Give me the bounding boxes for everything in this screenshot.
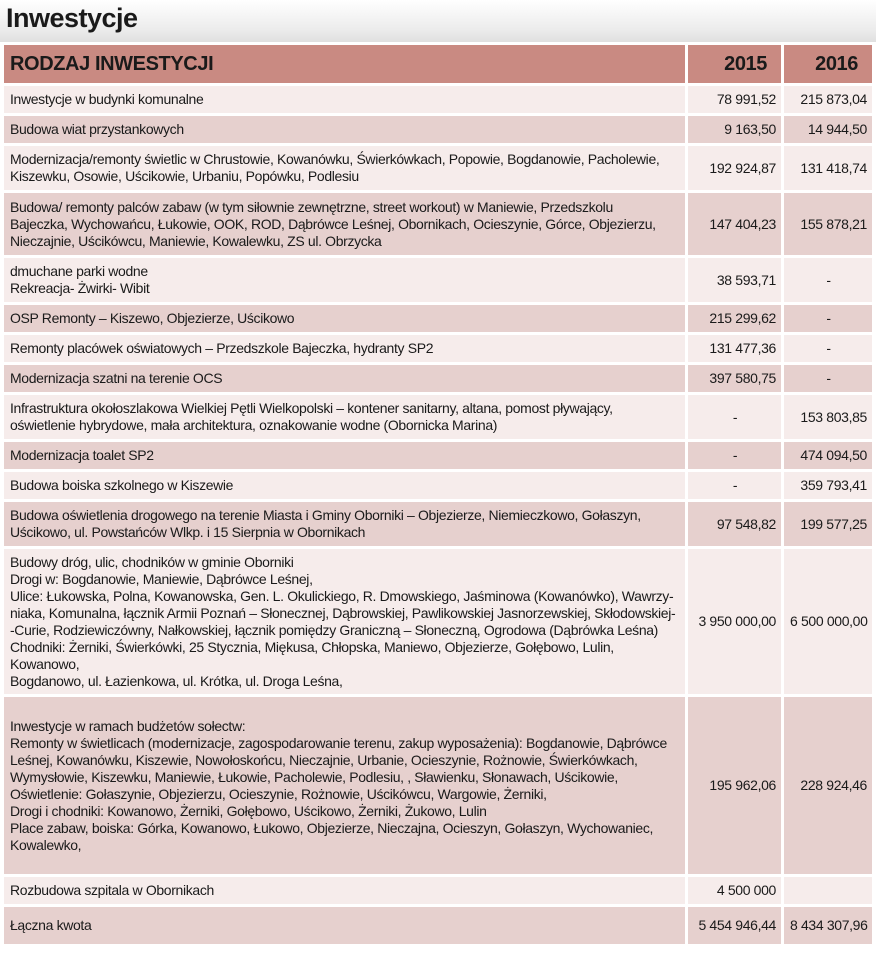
- amount-2016-cell: 155 878,21: [781, 193, 872, 255]
- investment-name-cell: Budowa wiat przystankowych: [4, 116, 685, 143]
- amount-2016-cell: 228 924,46: [781, 697, 872, 874]
- amount-2016-cell: 215 873,04: [781, 86, 872, 113]
- amount-2016-cell: 199 577,25: [781, 502, 872, 546]
- amount-2015-cell: 147 404,23: [685, 193, 781, 255]
- amount-2016-cell: -: [781, 365, 872, 392]
- amount-2016-cell: 153 803,85: [781, 395, 872, 439]
- amount-2015-cell: 9 163,50: [685, 116, 781, 143]
- amount-2015-cell: -: [685, 395, 781, 439]
- amount-2016-cell: 131 418,74: [781, 146, 872, 190]
- amount-2015-cell: 131 477,36: [685, 335, 781, 362]
- amount-2015-cell: 5 454 946,44: [685, 907, 781, 944]
- table-row: [4, 395, 872, 439]
- table-row: [4, 193, 872, 255]
- page-title-bar: [0, 0, 876, 42]
- amount-2016-cell: 8 434 307,96: [781, 907, 872, 944]
- investment-name-cell: Inwestycje w ramach budżetów sołectw: Remonty w świetlicach (modernizacje, zagospodarowanie terenu, zakup wyposażenia): Bogdanowie, Dąbrówce Leśnej, Kowanówku, Kiszewie, Nowołoskońcu, Nieczajnie, Urbanie, Ocieszynie, Rożnowie, Świerkówkach, Wymysłowie, Kiszewku, Maniewie, Łukowie, Pacholewie, Podlesiu, , Sławienku, Słonawach, Uścikowie, Oświetlenie: Gołaszynie, Objezierzu, Ocieszynie, Rożnowie, Uścikówcu, Wargowie, Żerniki, Drogi i chodniki: Kowanowo, Żerniki, Gołębowo, Uścikowo, Żerniki, Żukowo, Lulin Place zabaw, boiska: Górka, Kowanowo, Łukowo, Objezierze, Nieczajna, Ocieszyn, Gołaszyn, Wychowaniec, Kowalewko,: [4, 697, 685, 874]
- table-row: [4, 258, 872, 302]
- investments-table: [4, 42, 872, 947]
- investment-name-cell: Modernizacja toalet SP2: [4, 442, 685, 469]
- investment-name-cell: Remonty placówek oświatowych – Przedszkole Bajeczka, hydranty SP2: [4, 335, 685, 362]
- investment-name-cell: Budowy dróg, ulic, chodników w gminie Oborniki Drogi w: Bogdanowie, Maniewie, Dąbrówce Leśnej, Ulice: Łukowska, Polna, Kowanowska, Gen. L. Okulickiego, R. Dmowskiego, Jaśminowa (Kowanówko), Wawrzy- niaka, Komunalna, łącznik Armii Poznań – Słonecznej, Dąbrowskiej, Pawlikowskiej Jasnorzewskiej, Skłodowskiej- -Curie, Rodziewiczówny, Nałkowskiej, łącznik pomiędzy Graniczną – Słoneczną, Ogrodowa (Dąbrówka Leśna) Chodniki: Żerniki, Świerkówki, 25 Stycznia, Miękusa, Chłopska, Maniewo, Objezierze, Gołębowo, Lulin, Kowanowo, Bogdanowo, ul. Łazienkowa, ul. Krótka, ul. Droga Leśna,: [4, 549, 685, 694]
- investment-name-cell: Budowa boiska szkolnego w Kiszewie: [4, 472, 685, 499]
- table-row: [4, 305, 872, 332]
- investment-name-cell: Inwestycje w budynki komunalne: [4, 86, 685, 113]
- amount-2015-cell: 215 299,62: [685, 305, 781, 332]
- amount-2016-cell: 14 944,50: [781, 116, 872, 143]
- table-row: [4, 877, 872, 904]
- table-row: [4, 116, 872, 143]
- amount-2016-cell: -: [781, 305, 872, 332]
- amount-2016-cell: 6 500 000,00: [781, 549, 872, 694]
- column-header-2015: 2015: [685, 45, 781, 83]
- table-row: [4, 907, 872, 944]
- investment-name-cell: dmuchane parki wodne Rekreacja- Żwirki- Wibit: [4, 258, 685, 302]
- amount-2016-cell: 359 793,41: [781, 472, 872, 499]
- amount-2016-cell: -: [781, 258, 872, 302]
- amount-2015-cell: 4 500 000: [685, 877, 781, 904]
- table-row: [4, 442, 872, 469]
- column-header-investment-type: RODZAJ INWESTYCJI: [4, 45, 685, 83]
- amount-2016-cell: [781, 877, 872, 904]
- amount-2016-cell: -: [781, 335, 872, 362]
- amount-2016-cell: 474 094,50: [781, 442, 872, 469]
- amount-2015-cell: 3 950 000,00: [685, 549, 781, 694]
- investment-name-cell: Modernizacja szatni na terenie OCS: [4, 365, 685, 392]
- amount-2015-cell: -: [685, 442, 781, 469]
- investment-name-cell: Budowa/ remonty palców zabaw (w tym siłownie zewnętrzne, street workout) w Maniewie, Przedszkolu Bajeczka, Wychowańcu, Łukowie, OOK, ROD, Dąbrówce Leśnej, Obornikach, Ocieszynie, Górce, Objezierzu, Nieczajnie, Uścikówcu, Maniewie, Kowalewku, ZS ul. Obrzycka: [4, 193, 685, 255]
- table-row: [4, 549, 872, 694]
- table-header-row: [4, 45, 872, 83]
- amount-2015-cell: 397 580,75: [685, 365, 781, 392]
- table-row: [4, 365, 872, 392]
- amount-2015-cell: -: [685, 472, 781, 499]
- investment-name-cell: Infrastruktura okołoszlakowa Wielkiej Pętli Wielkopolski – kontener sanitarny, altana, pomost pływający, oświetlenie hybrydowe, mała architektura, oznakowanie wodne (Obornicka Marina): [4, 395, 685, 439]
- table-row: [4, 697, 872, 874]
- table-row: [4, 86, 872, 113]
- amount-2015-cell: 97 548,82: [685, 502, 781, 546]
- amount-2015-cell: 192 924,87: [685, 146, 781, 190]
- investment-name-cell: OSP Remonty – Kiszewo, Objezierze, Uścikowo: [4, 305, 685, 332]
- investment-name-cell: Modernizacja/remonty świetlic w Chrustowie, Kowanówku, Świerkówkach, Popowie, Bogdanowie, Pacholewie, Kiszewku, Osowie, Uścikowie, Urbaniu, Popówku, Podlesiu: [4, 146, 685, 190]
- column-header-2016: 2016: [781, 45, 872, 83]
- table-row: [4, 502, 872, 546]
- amount-2015-cell: 78 991,52: [685, 86, 781, 113]
- table-row: [4, 472, 872, 499]
- investment-name-cell: Budowa oświetlenia drogowego na terenie Miasta i Gminy Oborniki – Objezierze, Niemieczkowo, Gołaszyn, Uścikowo, ul. Powstańców Wlkp. i 15 Sierpnia w Obornikach: [4, 502, 685, 546]
- amount-2015-cell: 38 593,71: [685, 258, 781, 302]
- table-row: [4, 146, 872, 190]
- page-title: Inwestycje: [6, 3, 138, 33]
- investment-name-cell: Łączna kwota: [4, 907, 685, 944]
- investment-name-cell: Rozbudowa szpitala w Obornikach: [4, 877, 685, 904]
- amount-2015-cell: 195 962,06: [685, 697, 781, 874]
- table-row: [4, 335, 872, 362]
